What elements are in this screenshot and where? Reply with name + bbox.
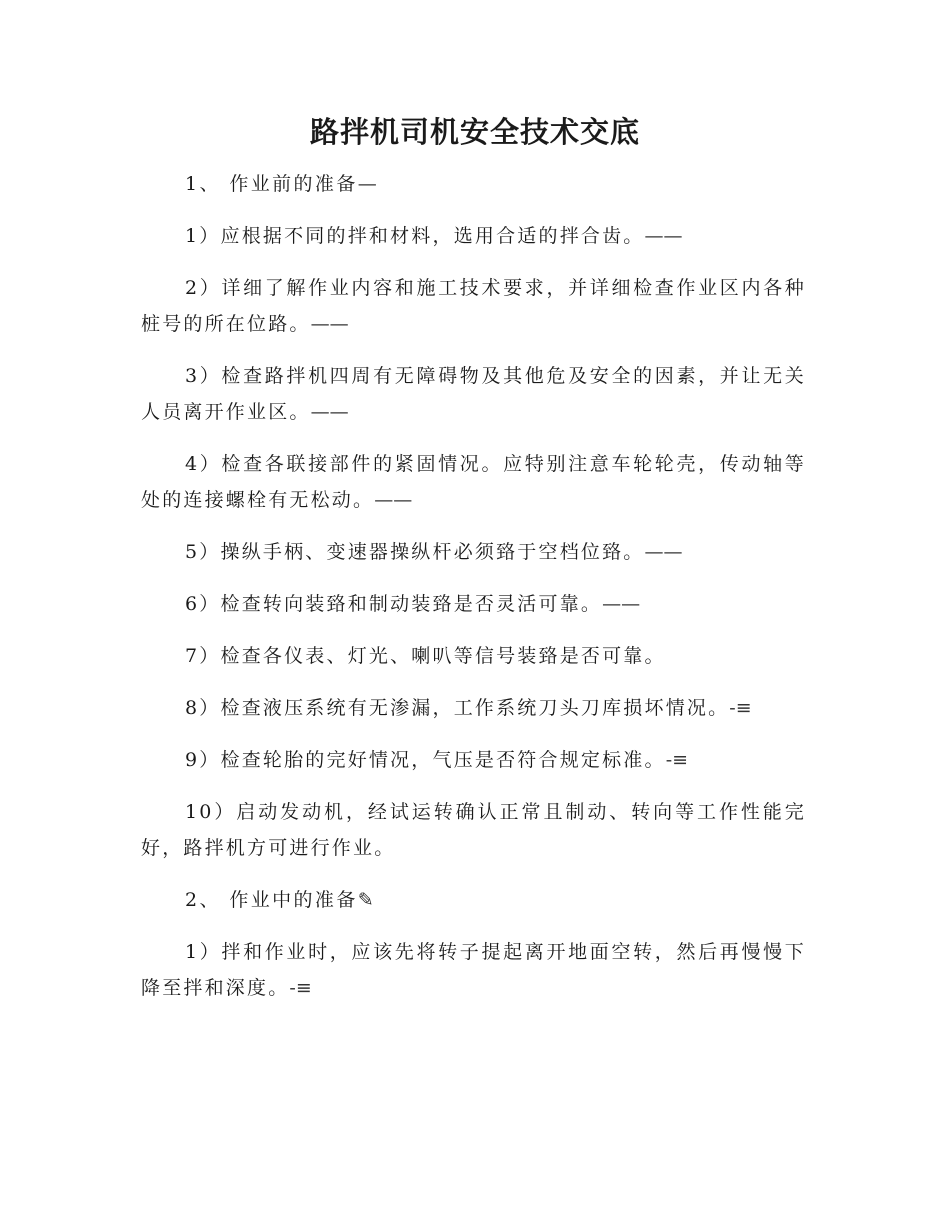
section-heading — [141, 882, 806, 918]
paragraph — [141, 794, 806, 866]
document-title: 路拌机司机安全技术交底 — [309, 115, 640, 149]
paragraph — [141, 934, 806, 1006]
paragraph — [141, 446, 806, 518]
trailing-mark: ✎ — [357, 889, 374, 911]
paragraph — [141, 534, 806, 570]
paragraph — [141, 742, 806, 778]
trailing-mark: —— — [602, 593, 641, 615]
trailing-mark: —— — [310, 313, 349, 335]
paragraph — [141, 586, 806, 622]
paragraph-text: 10）启动发动机，经试运转确认正常且制动、转向等工作性能完好，路拌机方可进行作业。 — [141, 801, 806, 859]
trailing-mark: — — [357, 173, 377, 195]
trailing-mark: —— — [310, 401, 349, 423]
paragraph — [141, 218, 806, 254]
trailing-mark: -≡ — [289, 977, 312, 999]
trailing-mark: —— — [644, 541, 683, 563]
paragraph-text: 1）应根据不同的拌和材料，选用合适的拌合齿。 — [185, 225, 645, 247]
trailing-mark: -≡ — [729, 697, 752, 719]
paragraph — [141, 358, 806, 430]
paragraph — [141, 690, 806, 726]
paragraph-text: 8）检查液压系统有无渗漏，工作系统刀头刀库损坏情况。 — [185, 697, 730, 719]
paragraph-text: 2）详细了解作业内容和施工技术要求，并详细检查作业区内各种桩号的所在位路。 — [141, 277, 806, 335]
trailing-mark: —— — [644, 225, 683, 247]
paragraph — [141, 270, 806, 342]
document-body — [141, 166, 806, 1022]
paragraph-text: 5）操纵手柄、变速器操纵杆必须臵于空档位臵。 — [185, 541, 645, 563]
paragraph-text: 1、 作业前的准备 — [185, 173, 358, 195]
section-heading — [141, 166, 806, 202]
paragraph-text: 7）检查各仪表、灯光、喇叭等信号装臵是否可靠。 — [185, 645, 666, 667]
trailing-mark: -≡ — [665, 749, 689, 771]
paragraph-text: 9）检查轮胎的完好情况，气压是否符合规定标准。 — [185, 749, 666, 771]
trailing-mark: —— — [374, 489, 413, 511]
paragraph-text: 2、 作业中的准备 — [185, 889, 358, 911]
paragraph — [141, 638, 806, 674]
paragraph-text: 1）拌和作业时，应该先将转子提起离开地面空转，然后再慢慢下降至拌和深度。 — [141, 941, 806, 999]
paragraph-text: 3）检查路拌机四周有无障碍物及其他危及安全的因素，并让无关人员离开作业区。 — [141, 365, 806, 423]
paragraph-text: 6）检查转向装臵和制动装臵是否灵活可靠。 — [185, 593, 603, 615]
paragraph-text: 4）检查各联接部件的紧固情况。应特别注意车轮轮壳，传动轴等处的连接螺栓有无松动。 — [141, 453, 806, 511]
